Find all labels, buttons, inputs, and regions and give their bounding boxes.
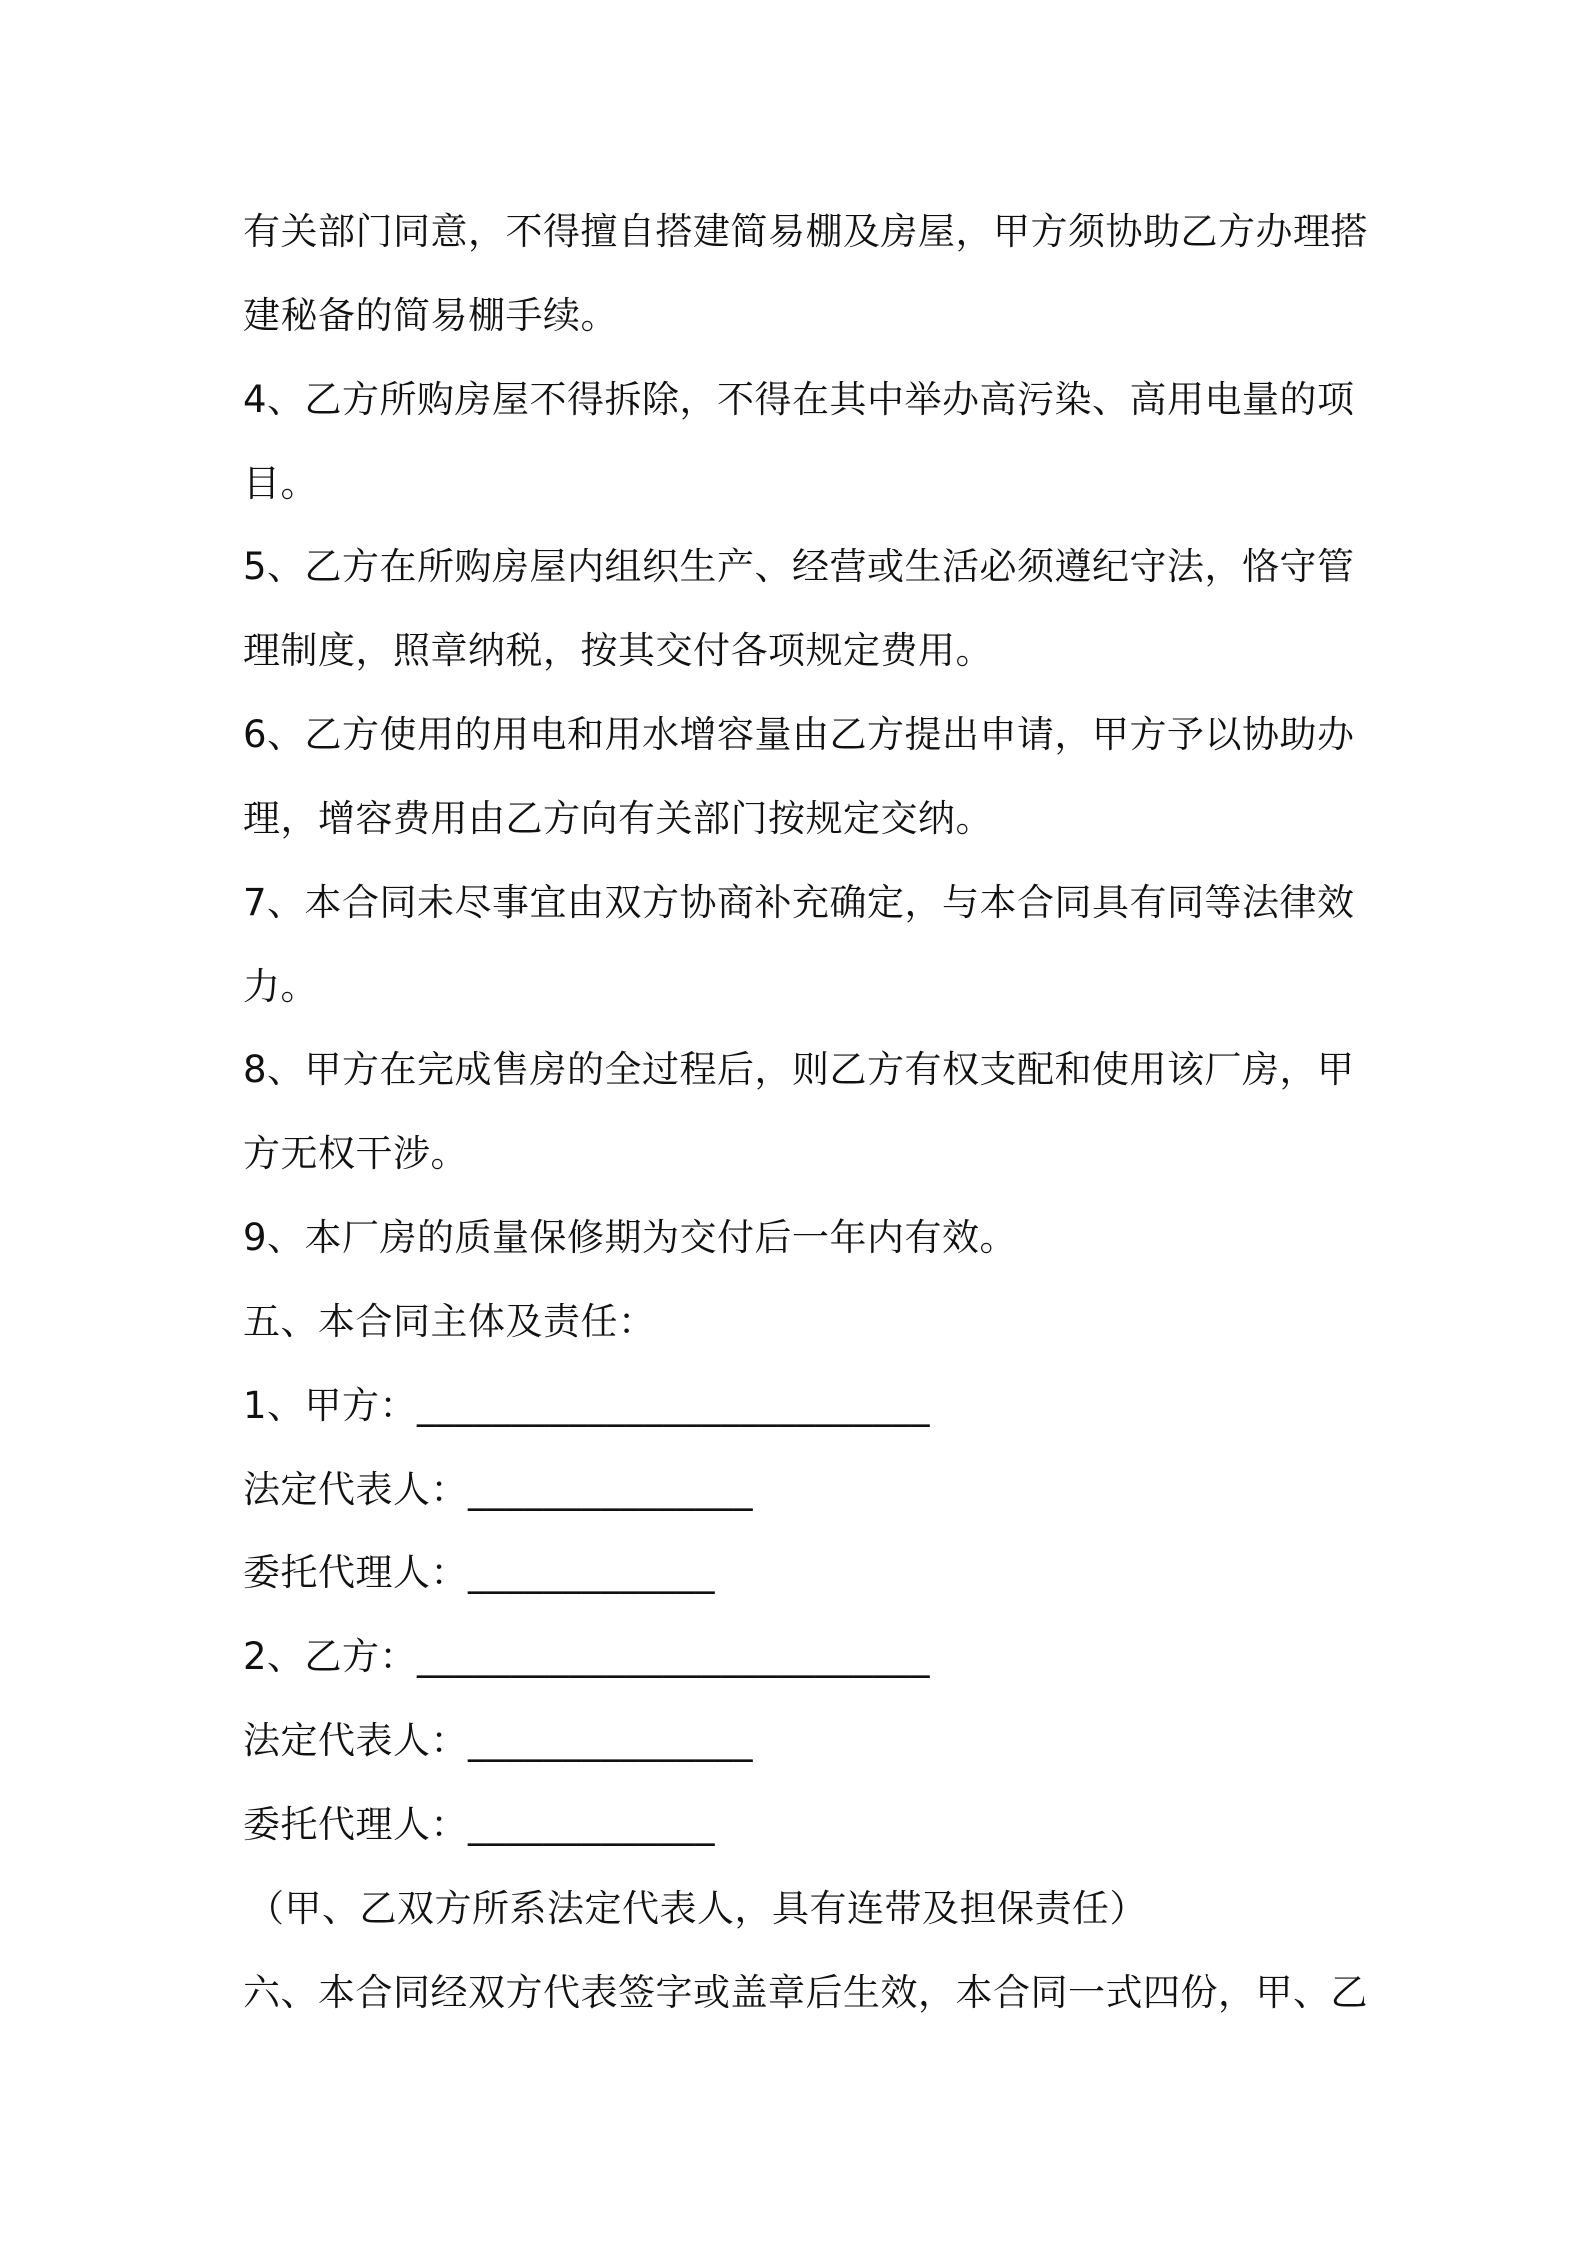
signature-field-agent-a: 委托代理人：_____________ <box>243 1551 715 1594</box>
text-line: 建秘备的简易棚手续。 <box>243 294 618 337</box>
text-line: 8、甲方在完成售房的全过程后，则乙方有权支配和使用该厂房，甲 <box>243 1048 1355 1091</box>
signature-field-party-b: 2、乙方：___________________________ <box>243 1635 931 1678</box>
signature-field-legal-rep-b: 法定代表人：_______________ <box>243 1719 753 1762</box>
signature-field-party-a: 1、甲方：___________________________ <box>243 1384 931 1427</box>
text-line: 有关部门同意，不得擅自搭建简易棚及房屋，甲方须协助乙方办理搭 <box>243 210 1368 253</box>
text-line: 6、乙方使用的用电和用水增容量由乙方提出申请，甲方予以协助办 <box>243 713 1355 756</box>
text-line: 5、乙方在所购房屋内组织生产、经营或生活必须遵纪守法，恪守管 <box>243 545 1355 588</box>
signature-field-legal-rep-a: 法定代表人：_______________ <box>243 1468 753 1511</box>
text-line: 理，增容费用由乙方向有关部门按规定交纳。 <box>243 797 993 840</box>
section-heading: 五、本合同主体及责任： <box>243 1300 656 1343</box>
text-line: 方无权干涉。 <box>243 1132 468 1175</box>
text-line: 4、乙方所购房屋不得拆除，不得在其中举办高污染、高用电量的项 <box>243 378 1355 421</box>
text-line: 力。 <box>243 965 318 1008</box>
text-line: 理制度，照章纳税，按其交付各项规定费用。 <box>243 629 993 672</box>
text-line: 9、本厂房的质量保修期为交付后一年内有效。 <box>243 1216 1018 1259</box>
signature-field-agent-b: 委托代理人：_____________ <box>243 1803 715 1846</box>
text-line: 目。 <box>243 462 318 505</box>
text-line: 六、本合同经双方代表签字或盖章后生效，本合同一式四份，甲、乙 <box>243 1971 1368 2014</box>
text-line: 7、本合同未尽事宜由双方协商补充确定，与本合同具有同等法律效 <box>243 881 1355 924</box>
note-line: （甲、乙双方所系法定代表人，具有连带及担保责任） <box>247 1887 1147 1930</box>
